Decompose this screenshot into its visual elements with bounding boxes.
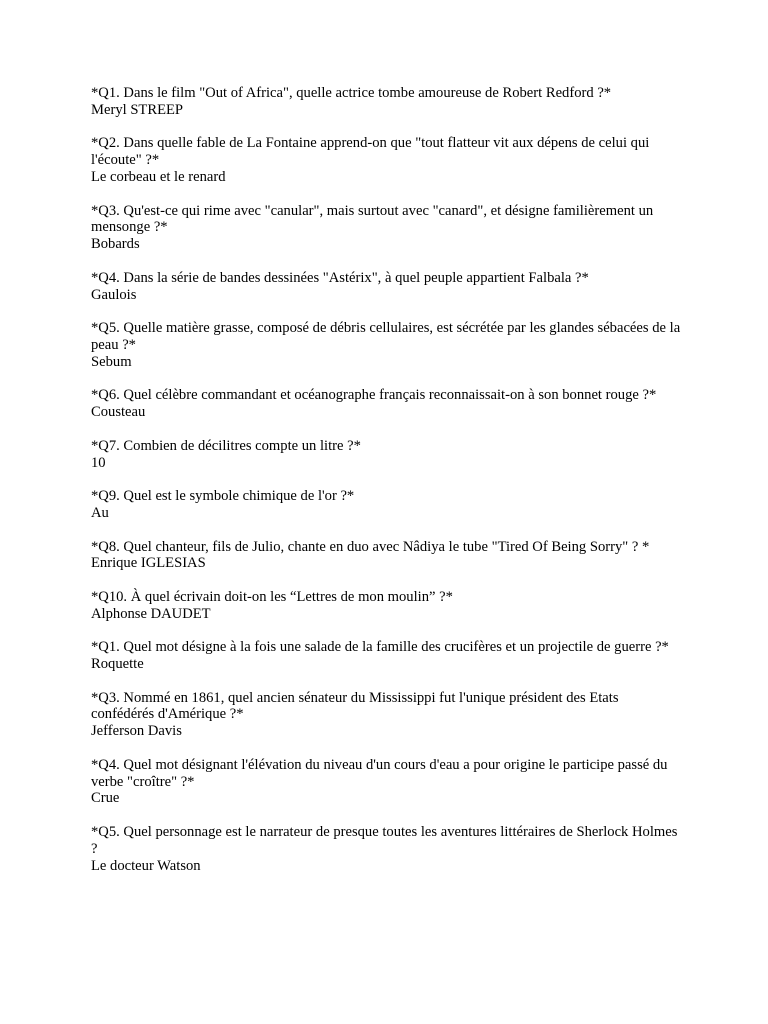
answer-text: Meryl STREEP [91,101,184,118]
qa-item [91,539,681,573]
answer-text: Gaulois [91,286,137,303]
qa-item [91,387,681,421]
document-page [91,85,681,891]
qa-item [91,203,681,253]
answer-text: Au [91,504,109,521]
answer-text: Alphonse DAUDET [91,605,211,622]
qa-item [91,85,681,119]
answer-text: Sebum [91,353,132,370]
question-text: *Q9. Quel est le symbole chimique de l'or ?* [91,488,355,505]
qa-item [91,639,681,673]
question-text: *Q2. Dans quelle fable de La Fontaine apprend-on que "tout flatteur vit aux dépens de celui qui l'écoute" ?* [91,135,650,169]
question-text: *Q6. Quel célèbre commandant et océanographe français reconnaissait-on à son bonnet rouge ?* [91,387,657,404]
question-text: *Q8. Quel chanteur, fils de Julio, chante en duo avec Nâdiya le tube "Tired Of Being Sorry" ? * [91,538,650,555]
answer-text: Roquette [91,656,144,673]
question-text: *Q4. Quel mot désignant l'élévation du niveau d'un cours d'eau a pour origine le participe passé du verbe "croître" ?* [91,756,668,790]
qa-item [91,589,681,623]
qa-item [91,438,681,472]
question-text: *Q5. Quel personnage est le narrateur de presque toutes les aventures littéraires de Sherlock Holmes ? [91,824,678,857]
answer-text: Jefferson Davis [91,723,182,740]
qa-item [91,488,681,522]
qa-item [91,824,681,874]
qa-item [91,135,681,185]
question-text: *Q4. Dans la série de bandes dessinées "Astérix", à quel peuple appartient Falbala ?* [91,269,589,286]
question-text: *Q1. Quel mot désigne à la fois une salade de la famille des crucifères et un projectile de guerre ?* [91,639,669,656]
question-text: *Q1. Dans le film "Out of Africa", quelle actrice tombe amoureuse de Robert Redford ?* [91,85,612,101]
question-text: *Q3. Nommé en 1861, quel ancien sénateur du Mississippi fut l'unique président des Etats confédérés d'Amérique ?* [91,689,619,723]
answer-text: Le docteur Watson [91,857,201,874]
question-text: *Q5. Quelle matière grasse, composé de débris cellulaires, est sécrétée par les glandes sébacées de la peau ?* [91,320,681,353]
qa-item [91,320,681,370]
answer-text: Cousteau [91,404,146,421]
qa-item [91,757,681,807]
question-text: *Q10. À quel écrivain doit-on les “Lettres de mon moulin” ?* [91,588,453,605]
answer-text: Enrique IGLESIAS [91,555,206,572]
question-text: *Q7. Combien de décilitres compte un litre ?* [91,437,361,454]
answer-text: Bobards [91,236,140,253]
qa-item [91,690,681,740]
answer-text: Crue [91,790,120,807]
answer-text: 10 [91,454,106,471]
question-text: *Q3. Qu'est-ce qui rime avec "canular", mais surtout avec "canard", et désigne familièrement un mensonge ?* [91,202,654,236]
answer-text: Le corbeau et le renard [91,168,226,185]
qa-item [91,270,681,304]
